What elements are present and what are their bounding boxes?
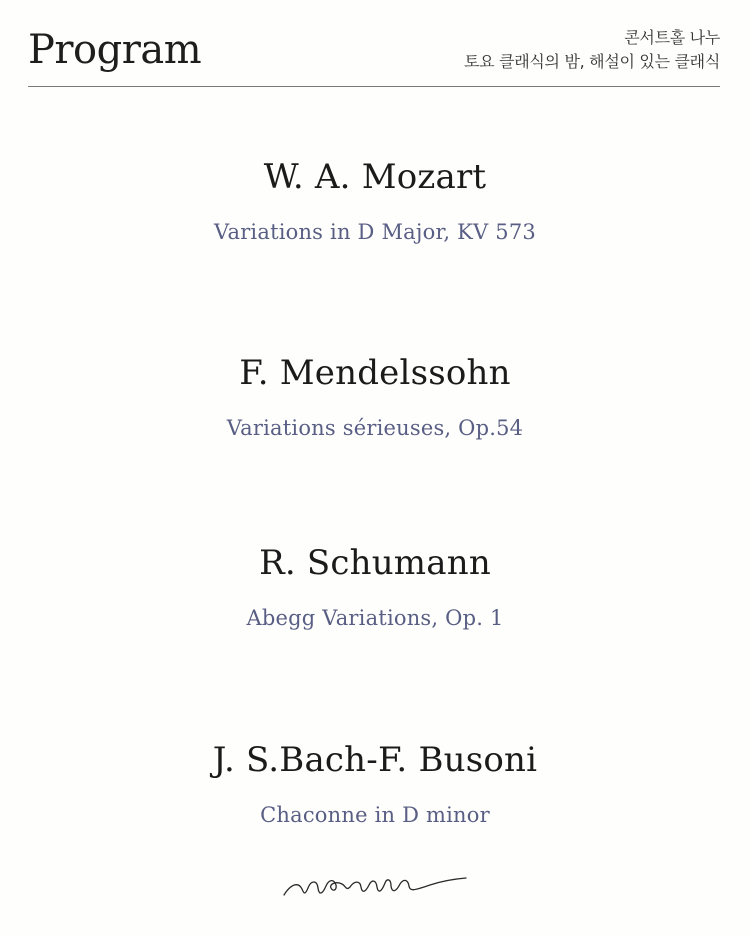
program-item-2 bbox=[0, 353, 750, 440]
composer-name: J. S.Bach-F. Busoni bbox=[212, 740, 538, 780]
program-item-4 bbox=[0, 740, 750, 827]
composer-name: W. A. Mozart bbox=[263, 157, 487, 197]
work-title: Variations in D Major, KV 573 bbox=[214, 220, 536, 244]
work-title: Abegg Variations, Op. 1 bbox=[246, 606, 504, 630]
program-item-3 bbox=[0, 543, 750, 630]
work-title: Chaconne in D minor bbox=[260, 803, 490, 827]
event-info bbox=[464, 26, 720, 74]
composer-name: R. Schumann bbox=[259, 543, 491, 583]
concert-series: 토요 클래식의 밤, 해설이 있는 클래식 bbox=[463, 52, 720, 71]
venue-name: 콘서트홀 나누 bbox=[624, 28, 720, 47]
signature-flourish-icon bbox=[280, 868, 470, 904]
program-header bbox=[28, 0, 720, 87]
program-item-1 bbox=[0, 157, 750, 244]
page-title: Program bbox=[28, 27, 202, 73]
work-title: Variations sérieuses, Op.54 bbox=[226, 416, 524, 440]
composer-name: F. Mendelssohn bbox=[239, 353, 511, 393]
